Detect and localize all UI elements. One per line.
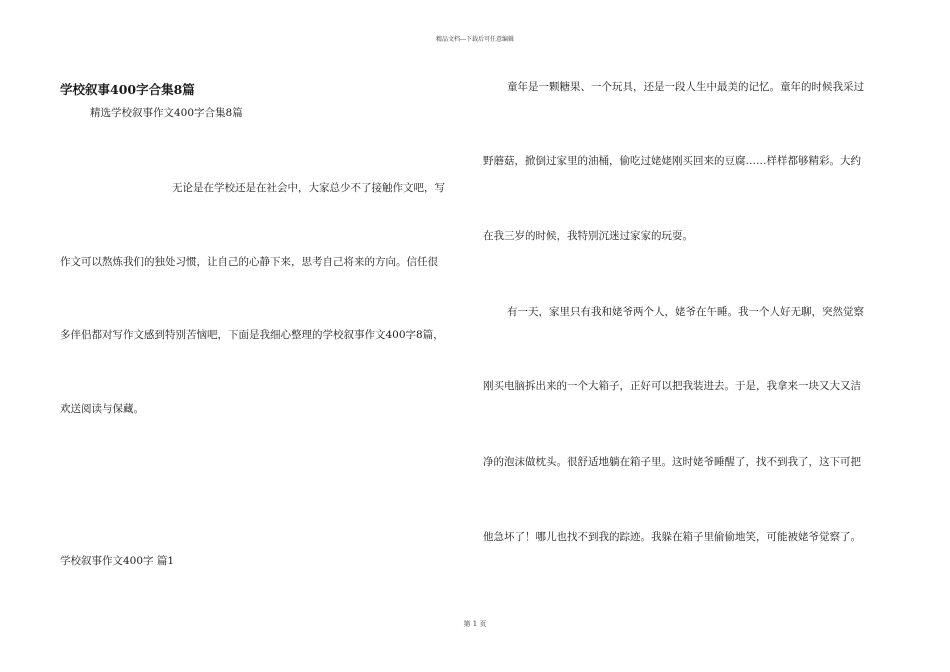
body-line-6: 净的泡沫做枕头。很舒适地躺在箱子里。这时姥爷睡醒了，找不到我了，这下可把 [483,456,861,468]
document-subtitle: 精选学校叙事作文400字合集8篇 [90,107,243,119]
intro-line-3: 多伴侣都对写作文感到特别苦恼吧，下面是我细心整理的学校叙事作文400字8篇， [60,329,444,341]
page-footer: 第 1 页 [463,620,487,628]
body-line-2: 野蘑菇，掀倒过家里的油桶，偷吃过姥姥刚买回来的豆腐……样样都够精彩。大约 [483,155,861,167]
body-line-5: 刚买电脑拆出来的一个大箱子，正好可以把我装进去。于是，我拿来一块又大又洁 [483,380,861,392]
body-line-4: 有一天，家里只有我和姥爷两个人，姥爷在午睡。我一个人好无聊，突然觉察 [507,306,864,318]
body-line-7: 他急坏了！哪儿也找不到我的踪迹。我躲在箱子里偷偷地笑，可能被姥爷觉察了。 [483,531,861,543]
intro-line-1: 无论是在学校还是在社会中，大家总少不了接触作文吧，写 [172,182,445,194]
document-title: 学校叙事400字合集8篇 [60,82,195,97]
body-line-3: 在我三岁的时候，我特别沉迷过家家的玩耍。 [483,230,693,242]
intro-line-2: 作文可以熬炼我们的独处习惯，让自己的心静下来，思考自己将来的方向。信任很 [60,256,438,268]
page-header: 精品文档---下载后可任意编辑 [435,36,515,43]
section-heading: 学校叙事作文400字 篇1 [60,555,175,567]
body-line-1: 童年是一颗糖果、一个玩具，还是一段人生中最美的记忆。童年的时候我采过 [507,81,864,93]
intro-line-4: 欢送阅读与保藏。 [60,403,144,415]
